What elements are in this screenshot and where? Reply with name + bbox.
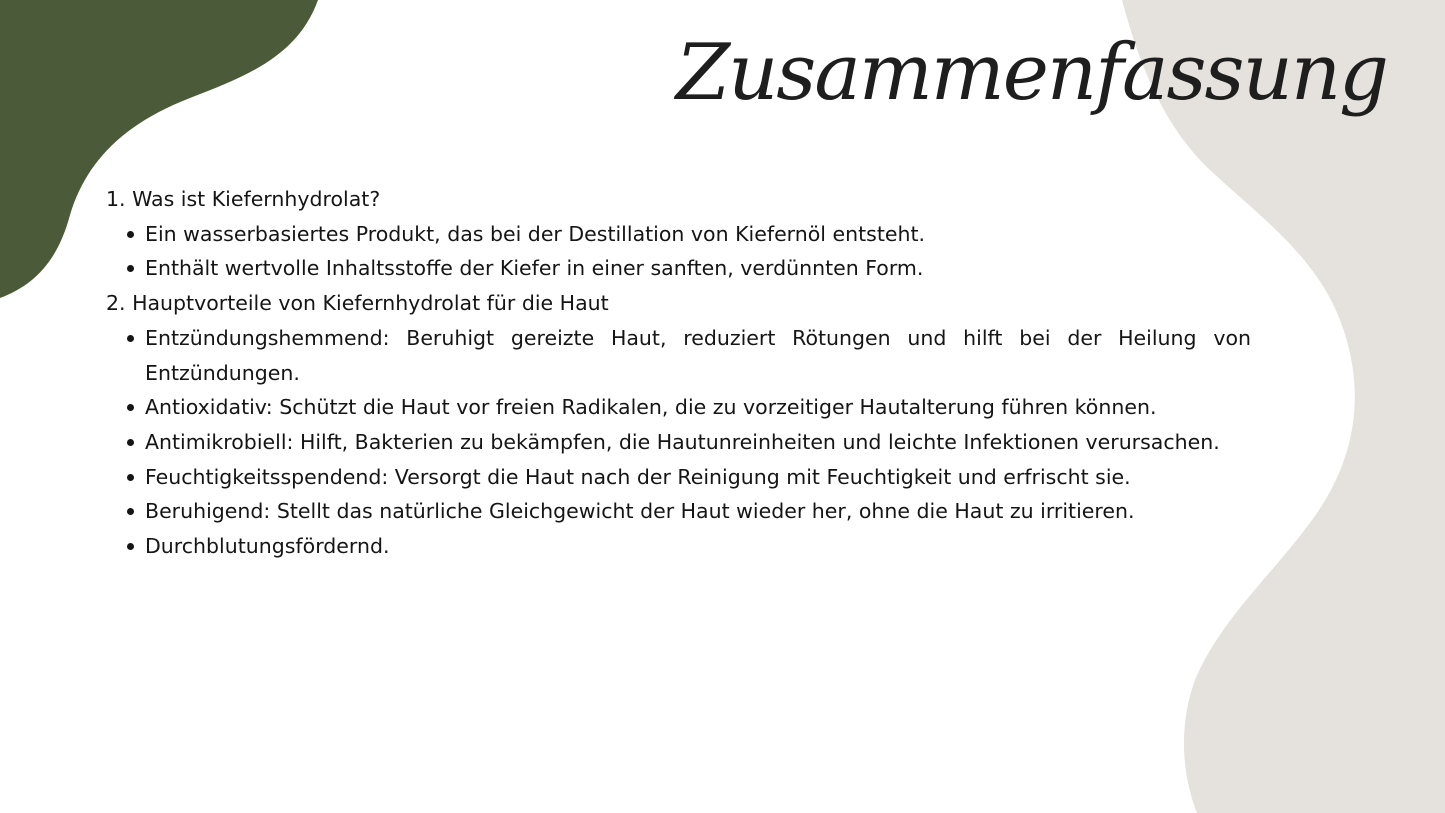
- bullet-item: Antimikrobiell: Hilft, Bakterien zu bekämpfen, die Hautunreinheiten und leichte Infektionen verursachen.: [106, 425, 1251, 460]
- bullet-list: [106, 217, 1251, 286]
- bullet-item: Antioxidativ: Schützt die Haut vor freien Radikalen, die zu vorzeitiger Hautalterung führen können.: [106, 390, 1251, 425]
- bullet-item: Ein wasserbasiertes Produkt, das bei der Destillation von Kiefernöl entsteht.: [106, 217, 1251, 252]
- section-heading: 1. Was ist Kiefernhydrolat?: [106, 187, 381, 211]
- bullet-item: Entzündungshemmend: Beruhigt gereizte Haut, reduziert Rötungen und hilft bei der Heilung von Entzündungen.: [106, 321, 1251, 390]
- bullet-list: [106, 321, 1251, 564]
- page-title: Zusammenfassung: [675, 28, 1387, 118]
- bullet-item: Feuchtigkeitsspendend: Versorgt die Haut nach der Reinigung mit Feuchtigkeit und erfrischt sie.: [106, 460, 1251, 495]
- bullet-item: Durchblutungsfördernd.: [106, 529, 1251, 564]
- section-heading: 2. Hauptvorteile von Kiefernhydrolat für die Haut: [106, 291, 609, 316]
- summary-content: [106, 182, 1251, 564]
- bullet-item: Enthält wertvolle Inhaltsstoffe der Kiefer in einer sanften, verdünnten Form.: [106, 251, 1251, 286]
- bullet-item: Beruhigend: Stellt das natürliche Gleichgewicht der Haut wieder her, ohne die Haut zu irritieren.: [106, 494, 1251, 529]
